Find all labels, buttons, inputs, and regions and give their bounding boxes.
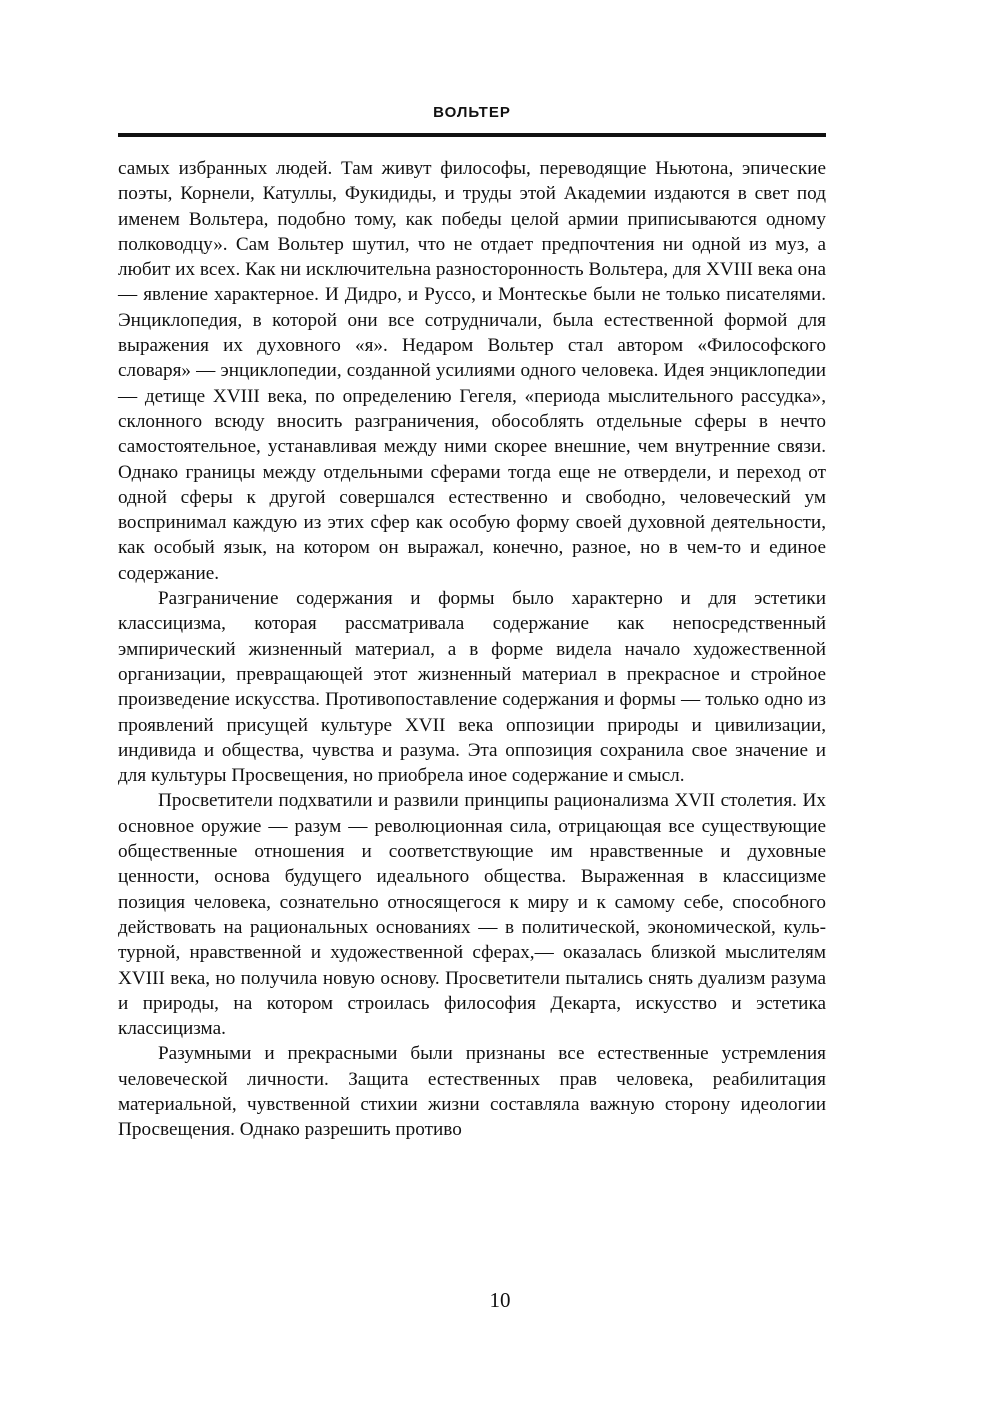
page-number: 10 — [489, 1288, 511, 1312]
header-rule — [118, 133, 826, 137]
running-head: ВОЛЬТЕР — [433, 104, 511, 121]
paragraph-3: Просветители подхватили и развили принципы рационализма XVII столетия. Их основное оружие — разум — революционная сила, отрицающая все существующие общественные отношения и соответствующие им нравственные и духовные ценности, основа будущего идеального общества. Выраженная в классицизме позиция человека, сознательно относящегося к миру и к самому себе, способного действовать на рациональных основаниях — в политической, экономической, культурной, нравственной и художественной сферах,— оказалась близкой мыслителям XVIII века, но получила новую основу. Просветители пытались снять дуализм разума и природы, на котором строилась философия Декарта, искусство и эстетика классицизма. — [118, 790, 826, 1040]
paragraph-1: самых избранных людей. Там живут философы, переводящие Ньютона, эпические поэты, Корнели, Катуллы, Фукидиды, и труды этой Академии издаются в свет под именем Вольтера, подобно тому, как победы целой армии приписываются одному полководцу». Сам Вольтер шутил, что не отдает предпочтения ни одной из муз, а любит их всех. Как ни исключительна разносторонность Вольтера, для XVIII века она — явление характерное. И Дидро, и Руссо, и Монтескье были не только писателями. Энциклопедия, в которой они все сотрудничали, была естественной формой для выражения их духовного «я». Недаром Вольтер стал автором «Философского словаря» — энциклопедии, созданной усилиями одного человека. Идея энциклопедии — детище XVIII века, по определению Гегеля, «периода мыслительного рассудка», склонного всюду вносить разграничения, обособлять отдельные сферы в нечто самостоятельное, устанавливая между ними скорее внешние, чем внутренние связи. Однако границы между отдельными сферами тогда еще не отвердели, и переход от одной сферы к другой совершался естественно и свободно, человеческий ум воспринимал каждую из этих сфер как особую форму своей духовной деятельности, как особый язык, на котором он выражал, конечно, разное, но в чем-то и единое содержание. — [118, 158, 826, 584]
body-text — [118, 156, 826, 1143]
paragraph-4: Разумными и прекрасными были признаны все естественные устремления человеческой личности. Защита естественных прав человека, реабилитация материальной, чувственной стихии жизни составляла важную сторону идеологии Просвещения. Однако разрешить противо — [118, 1043, 826, 1141]
paragraph-2: Разграничение содержания и формы было характерно и для эстетики классицизма, которая рассматривала содержание как непосредственный эмпирический жизненный материал, а в форме видела начало художественной организации, превращающей этот жизненный материал в прекрасное и стройное произведение искусства. Противопоставление содержания и формы — только одно из проявлений присущей культуре XVII века оппозиции природы и цивилизации, индивида и общества, чувства и разума. Эта оппозиция сохранила свое значение и для культуры Просвещения, но приобрела иное содержание и смысл. — [118, 588, 826, 787]
